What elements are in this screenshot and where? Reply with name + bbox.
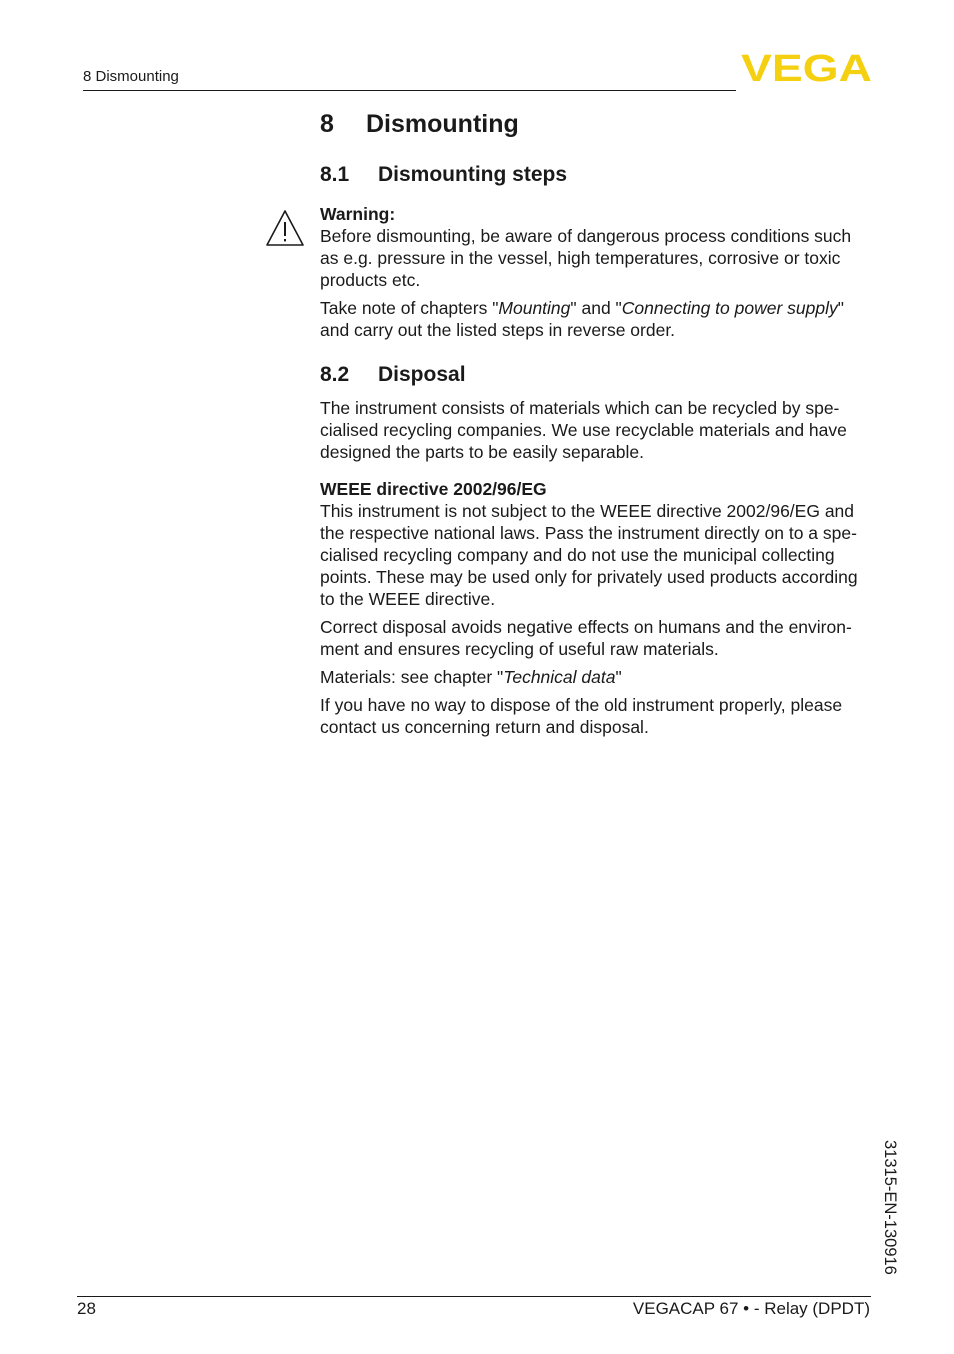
section-title: Disposal: [378, 363, 466, 386]
warning-label: Warning:: [320, 204, 396, 224]
section-heading-8-2: [320, 363, 466, 387]
section-number: 8.1: [320, 163, 350, 186]
section-heading-8-1: [320, 163, 567, 187]
section-number: 8.2: [320, 363, 350, 386]
note-text: " and ": [570, 298, 622, 318]
footer-divider: [77, 1296, 871, 1297]
note-text: Take note of chapters ": [320, 298, 499, 318]
reverse-order-note: [320, 297, 873, 341]
weee-heading: WEEE directive 2002/96/EG: [320, 479, 547, 499]
warning-block: [320, 203, 873, 341]
section-title: Dismounting steps: [378, 163, 568, 186]
materials-note: [320, 666, 873, 688]
document-code: 31315-EN-130916: [881, 1140, 899, 1275]
warning-text: Before dismounting, be aware of dangerous process conditions such as e.g. pressure in the vessel, high temperatures, corrosive or toxic products etc.: [320, 226, 852, 290]
chapter-number: 8: [320, 110, 334, 138]
disposal-intro: The instrument consists of materials which can be recycled by spe-cialised recycling companies. We use recyclable materials and have designed the parts to be easily separable.: [320, 398, 847, 462]
page-number: 28: [77, 1299, 96, 1318]
chapter-ref-technical-data: Technical data: [503, 667, 616, 687]
weee-text: This instrument is not subject to the WEEE directive 2002/96/EG and the respective national laws. Pass the instrument directly on to a spe-cialised recycling company and do not use the municipal collecting points. These may be used only for privately used products according to the WEEE directive.: [320, 501, 858, 609]
disposal-block: [320, 397, 873, 738]
chapter-title: Dismounting: [366, 110, 519, 138]
running-header: 8 Dismounting: [83, 68, 179, 85]
materials-text: Materials: see chapter ": [320, 667, 504, 687]
product-name: VEGACAP 67 • - Relay (DPDT): [632, 1299, 870, 1318]
chapter-ref-mounting: Mounting: [498, 298, 571, 318]
correct-disposal-text: Correct disposal avoids negative effects on humans and the environ-ment and ensures recycling of useful raw materials.: [320, 617, 852, 659]
header-divider: [83, 90, 736, 91]
note-text: " and carry out the listed steps in reverse order.: [320, 298, 844, 340]
contact-text: If you have no way to dispose of the old instrument properly, please contact us concerning return and disposal.: [320, 695, 843, 737]
warning-triangle-icon: [265, 209, 305, 247]
vega-logo: [741, 52, 872, 82]
vega-logo-text: VEGA: [741, 52, 872, 82]
chapter-ref-power-supply: Connecting to power supply: [621, 298, 838, 318]
materials-text: ": [615, 667, 622, 687]
chapter-heading: [320, 110, 519, 139]
